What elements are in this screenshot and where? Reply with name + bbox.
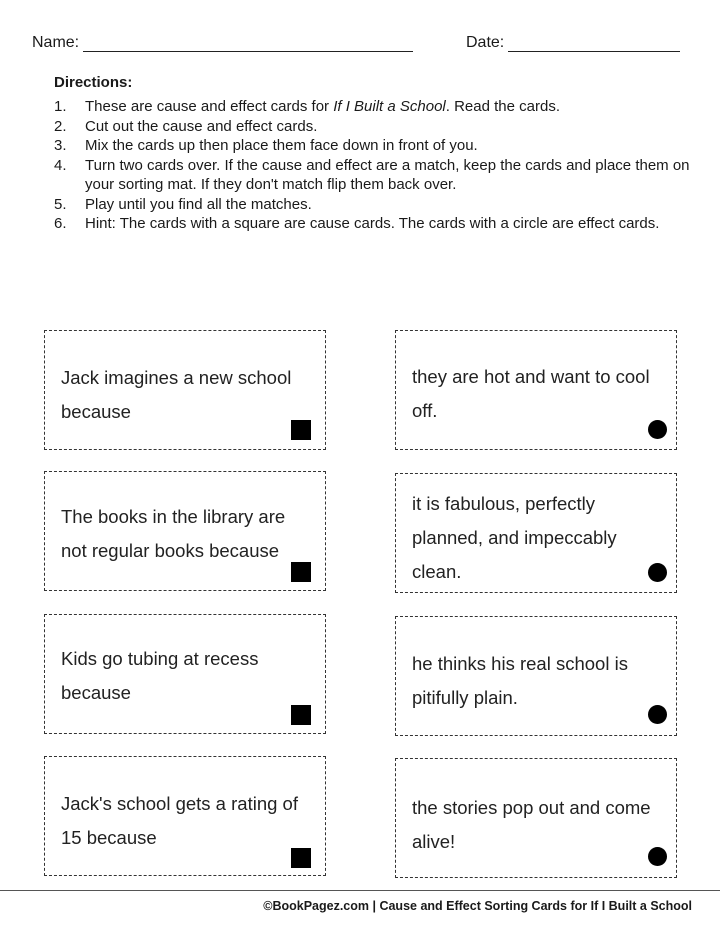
direction-step: 6. Hint: The cards with a square are cause cards. The cards with a circle are effect cards.: [54, 215, 660, 232]
cause-card[interactable]: [44, 756, 326, 876]
effect-card-text: it is fabulous, perfectly planned, and impeccably clean.: [412, 493, 617, 582]
direction-step: 3. Mix the cards up then place them face down in front of you.: [54, 137, 478, 154]
effect-card-text: he thinks his real school is pitifully plain.: [412, 653, 628, 708]
circle-marker-icon: [648, 563, 667, 582]
square-marker-icon: [291, 705, 311, 725]
effect-card[interactable]: [395, 473, 677, 593]
cause-card[interactable]: [44, 471, 326, 591]
cause-card-text: The books in the library are not regular books because: [61, 506, 286, 561]
square-marker-icon: [291, 848, 311, 868]
effect-card-text: the stories pop out and come alive!: [412, 797, 651, 852]
effect-card-text: they are hot and want to cool off.: [412, 366, 650, 421]
date-line[interactable]: [508, 37, 680, 52]
cause-card-text: Kids go tubing at recess because: [61, 648, 259, 703]
footer-text: ©BookPagez.com | Cause and Effect Sorting Cards for If I Built a School: [263, 899, 692, 913]
directions-title: Directions:: [54, 74, 133, 91]
name-field[interactable]: [32, 34, 413, 52]
square-marker-icon: [291, 562, 311, 582]
cause-card[interactable]: [44, 614, 326, 734]
cause-card-text: Jack imagines a new school because: [61, 367, 292, 422]
circle-marker-icon: [648, 847, 667, 866]
effect-card[interactable]: [395, 330, 677, 450]
directions: [54, 74, 694, 234]
date-label: Date:: [466, 34, 505, 51]
circle-marker-icon: [648, 705, 667, 724]
square-marker-icon: [291, 420, 311, 440]
date-field[interactable]: [466, 34, 680, 52]
footer-divider: [0, 890, 720, 891]
effect-card[interactable]: [395, 758, 677, 878]
name-label: Name:: [32, 34, 80, 51]
cause-card[interactable]: [44, 330, 326, 450]
direction-step: 5. Play until you find all the matches.: [54, 195, 312, 213]
effect-card[interactable]: [395, 616, 677, 736]
name-line[interactable]: [83, 37, 413, 52]
direction-step: 1. These are cause and effect cards for If I Built a School. Read the cards.: [54, 98, 560, 115]
circle-marker-icon: [648, 420, 667, 439]
cause-card-text: Jack's school gets a rating of 15 because: [61, 793, 298, 848]
direction-step: 2. Cut out the cause and effect cards.: [54, 117, 318, 135]
direction-step: 4. Turn two cards over. If the cause and effect are a match, keep the cards and place them on your sorting mat. If they don't match flip them back over.: [54, 156, 690, 193]
directions-list: [54, 97, 694, 234]
